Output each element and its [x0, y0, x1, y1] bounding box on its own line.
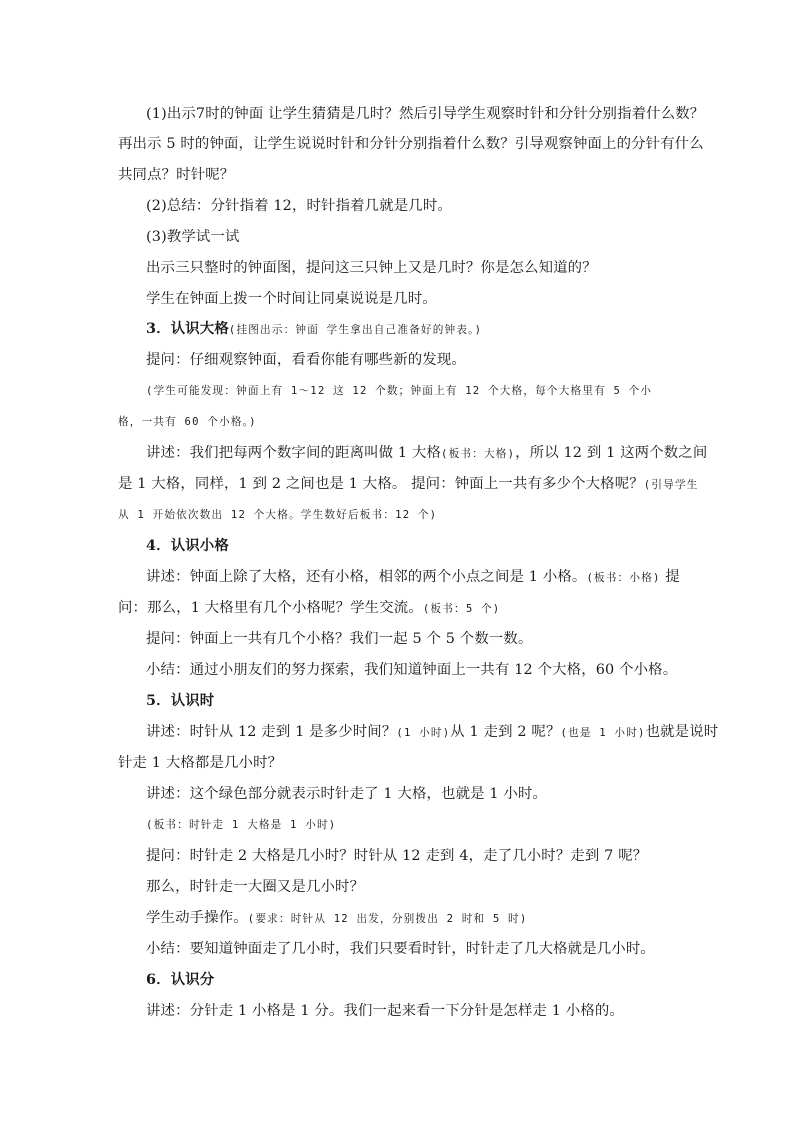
paragraph-line: 出示三只整时的钟面图，提问这三只钟上又是几时？你是怎么知道的？	[146, 260, 597, 276]
paragraph-line: (1)出示7时的钟面 让学生猜猜是几时？然后引导学生观察时针和分针分别指着什么数？	[146, 106, 705, 122]
board-note: (也是 1 小时)	[560, 727, 646, 739]
text-run: 讲述：时针从 12 走到 1 是多少时间？	[146, 724, 397, 740]
note-line: (学生可能发现：钟面上有 1～12 这 12 个数；钟面上有 12 个大格，每个大格里有 5 个小	[146, 385, 653, 397]
text-run: 问：那么，1 大格里有几个小格呢？学生交流。	[118, 600, 423, 616]
section-heading-6: 6．认识分	[146, 971, 215, 988]
board-note: (板书：小格)	[586, 572, 661, 584]
section-heading-3	[146, 319, 482, 340]
board-note: (要求：时针从 12 出发，分别拨出 2 时和 5 时)	[247, 913, 528, 925]
paragraph-line	[146, 908, 527, 929]
subsection-heading: (3)教学试一试	[146, 229, 240, 245]
paragraph-line	[146, 443, 707, 464]
text-run: 也就是说时	[645, 724, 719, 740]
text-run: ，所以 12 到 1 这两个数之间	[515, 445, 708, 461]
paragraph-line	[146, 567, 680, 588]
paragraph-line: 提问：仔细观察钟面，看看你能有哪些新的发现。	[146, 352, 466, 368]
note-line: 格，一共有 60 个小格。)	[118, 416, 257, 428]
board-note: (板书：5 个)	[422, 603, 501, 615]
board-note-line: (板书：时针走 1 大格是 1 小时)	[146, 819, 337, 831]
paragraph-line: 提问：钟面上一共有几个小格？我们一起 5 个 5 个数一数。	[146, 631, 533, 647]
board-note: (引导学生	[643, 479, 699, 491]
section-heading-4: 4．认识小格	[146, 537, 229, 554]
paragraph-line: 共同点？时针呢？	[118, 167, 235, 183]
text-run: 从 1 走到 2 呢？	[450, 724, 561, 740]
summary-line: 小结：通过小朋友们的努力探索，我们知道钟面上一共有 12 个大格，60 个小格。	[146, 662, 678, 678]
text-run: 是 1 大格，同样，1 到 2 之间也是 1 大格。 提问：钟面上一共有多少个大格呢？	[118, 476, 644, 492]
text-run: 提	[660, 569, 680, 585]
section-heading-5: 5．认识时	[146, 692, 215, 709]
section-heading-title: 3．认识大格	[146, 320, 229, 337]
board-note: (1 小时)	[396, 727, 451, 739]
paragraph-line: 讲述：分针走 1 小格是 1 分。我们一起来看一下分针是怎样走 1 小格的。	[146, 1003, 624, 1019]
paragraph-line	[118, 598, 500, 619]
text-run: 讲述：我们把每两个数字间的距离叫做 1 大格	[146, 445, 442, 461]
text-run: 学生动手操作。	[146, 910, 248, 926]
paragraph-line: 学生在钟面上拨一个时间让同桌说说是几时。	[146, 291, 437, 307]
paragraph-line: 提问：时针走 2 大格是几小时？时针从 12 走到 4，走了几小时？走到 7 呢？	[146, 848, 648, 864]
paragraph-line: 那么，时针走一大圈又是几小时？	[146, 879, 365, 895]
summary-line: 小结：要知道钟面走了几小时，我们只要看时针，时针走了几大格就是几小时。	[146, 941, 655, 957]
note-line: 从 1 开始依次数出 12 个大格。学生数好后板书：12 个)	[118, 509, 438, 521]
board-note: (挂图出示：钟面 学生拿出自己准备好的钟表。)	[228, 324, 483, 336]
summary-line: (2)总结：分针指着 12，时针指着几就是几时。	[146, 198, 452, 214]
paragraph-line	[146, 722, 718, 743]
paragraph-line: 讲述：这个绿色部分就表示时针走了 1 大格，也就是 1 小时。	[146, 786, 548, 802]
paragraph-line	[118, 474, 699, 495]
paragraph-line: 再出示 5 时的钟面，让学生说说时针和分针分别指着什么数？引导观察钟面上的分针有什么	[118, 136, 704, 152]
text-run: 讲述：钟面上除了大格，还有小格，相邻的两个小点之间是 1 小格。	[146, 569, 587, 585]
paragraph-line: 针走 1 大格都是几小时？	[118, 755, 283, 771]
board-note: (板书：大格)	[441, 448, 516, 460]
